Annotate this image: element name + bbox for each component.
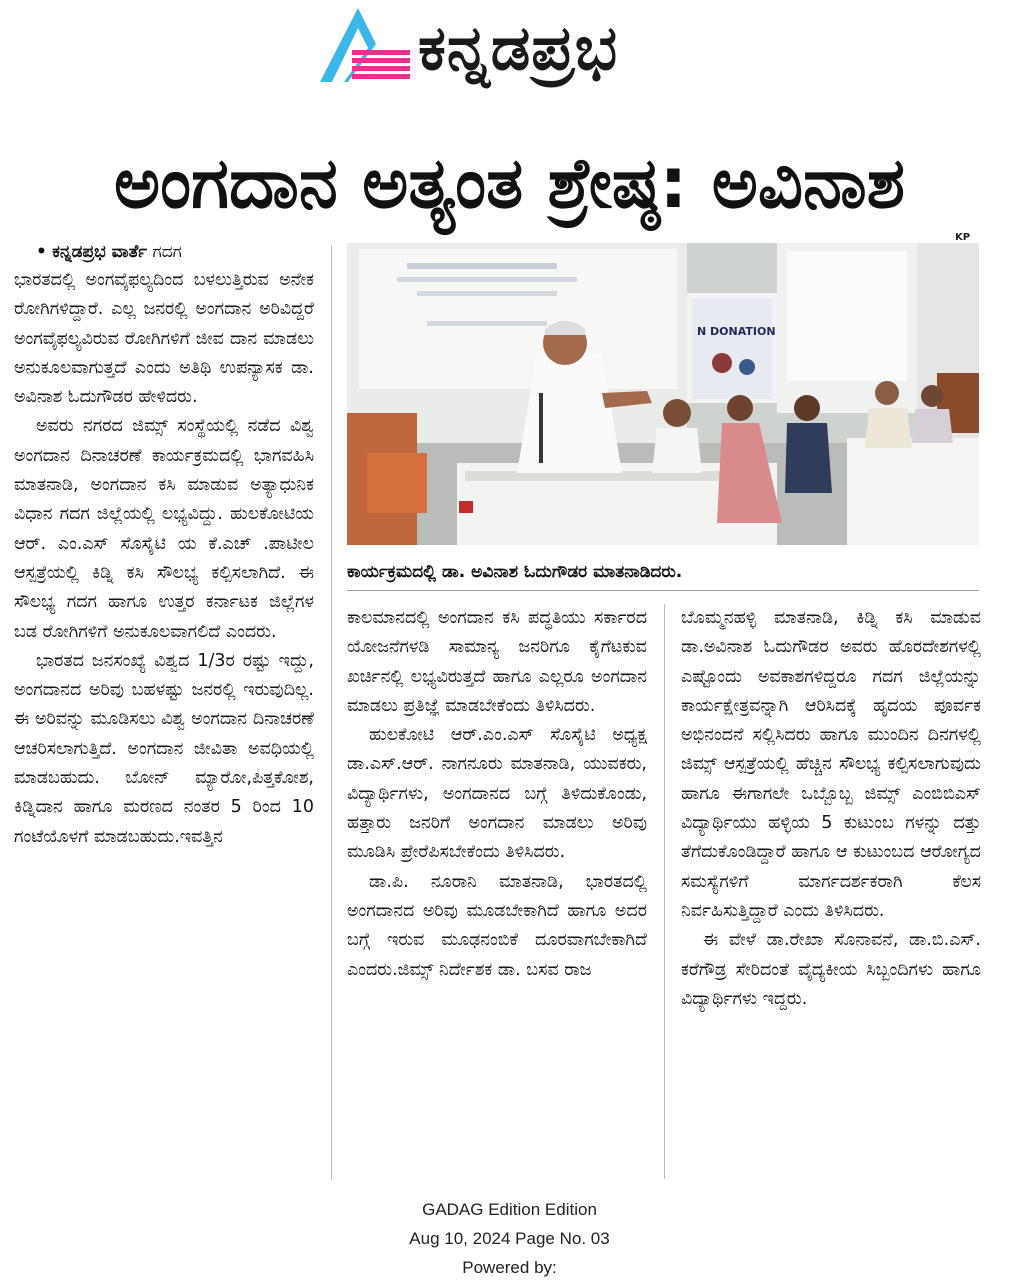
col2-paragraph-2: ಹುಲಕೋಟಿ ಆರ್.ಎಂ.ಎಸ್ ಸೊಸೈಟಿ ಅಧ್ಯಕ್ಷ ಡಾ.ಎಸ್.ಆರ್. ನಾಗನೂರು ಮಾತನಾಡಿ, ಯುವಕರು, ವಿದ್ಯಾರ್ಥಿಗಳು, ಅಂಗದಾನದ ಬಗ್ಗೆ ತಿಳಿದುಕೊಂಡು, ಹತ್ತಾರು ಜನರಿಗೆ ಅಂಗದಾನ ಮಾಡಲು ಅರಿವು ಮೂಡಿಸಿ ಪ್ರೇರೆಪಿಸಬೇಕೆಂದು ತಿಳಿಸಿದರು. bbox=[347, 725, 647, 863]
col3-paragraph-1: ಬೊಮ್ಮನಹಳ್ಳಿ ಮಾತನಾಡಿ, ಕಿಡ್ನಿ ಕಸಿ ಮಾಡುವ ಡಾ.ಅವಿನಾಶ ಓದುಗೌಡರ ಅವರು ಹೊರದೇಶಗಳಲ್ಲಿ ಎಷ್ಟೊಂದು ಅವಕಾಶಗಳಿದ್ದರೂ ಗದಗ ಜಿಲ್ಲೆಯನ್ನು ಕಾರ್ಯಕ್ಷೇತ್ರವನ್ನಾಗಿ ಆರಿಸಿದಕ್ಕೆ ಹೃದಯ ಪೂರ್ವಕ ಅಭಿನಂದನೆ ಸಲ್ಲಿಸಿದರು ಹಾಗೂ ಮುಂದಿನ ದಿನಗಳಲ್ಲಿ ಜಿಮ್ಸ್ ಆಸ್ಪತ್ರೆಯಲ್ಲಿ ಹೆಚ್ಚಿನ ಸೌಲಭ್ಯ ಕಲ್ಪಿಸಲಾಗುವುದು ಹಾಗೂ ಈಗಾಗಲೇ ಒಬ್ಬೊಬ್ಬ ಜಿಮ್ಸ್ ಎಂಬಿಬಿಎಸ್ ವಿದ್ಯಾರ್ಥಿಯು ಹಳ್ಳಿಯ 5 ಕುಟುಂಬ ಗಳನ್ನು ದತ್ತು ತೆಗೆದುಕೊಂಡಿದ್ದಾರೆ ಹಾಗೂ ಆ ಕುಟುಂಬದ ಆರೋಗ್ಯದ ಸಮಸ್ಯೆಗಳಿಗೆ ಮಾರ್ಗದರ್ಶಕರಾಗಿ ಕೆಲಸ ನಿರ್ವಹಿಸುತ್ತಿದ್ದಾರೆ ಎಂದು ತಿಳಿಸಿದರು. bbox=[681, 608, 981, 921]
col2-paragraph-1: ಕಾಲಮಾನದಲ್ಲಿ ಅಂಗದಾನ ಕಸಿ ಪದ್ಧತಿಯು ಸರ್ಕಾರದ ಯೋಜನೆಗಳಡಿ ಸಾಮಾನ್ಯ ಜನರಿಗೂ ಕೈಗೆಟಕುವ ಖರ್ಚಿನಲ್ಲಿ ಲಭ್ಯವಿರುತ್ತದೆ ಹಾಗೂ ಎಲ್ಲರೂ ಅಂಗದಾನ ಮಾಡಲು ಪ್ರತಿಜ್ಞೆ ಮಾಡಬೇಕೆಂದು ತಿಳಿಸಿದರು. bbox=[347, 608, 647, 716]
article-photo bbox=[347, 243, 979, 545]
column-divider-1 bbox=[331, 245, 332, 1180]
col1-paragraph-3: ಭಾರತದ ಜನಸಂಖ್ಯೆ ವಿಶ್ವದ 1/3ರ ರಷ್ಟು ಇದ್ದು, ಅಂಗದಾನದ ಅರಿವು ಬಹಳಷ್ಟು ಜನರಲ್ಲಿ ಇರುವುದಿಲ್ಲ. ಈ ಅರಿವನ್ನು ಮೂಡಿಸಲು ವಿಶ್ವ ಅಂಗದಾನ ದಿನಾಚರಣೆ ಆಚರಿಸಲಾಗುತ್ತಿದೆ. ಅಂಗದಾನ ಜೀವಿತಾ ಅವಧಿಯಲ್ಲಿ ಮಾಡಬಹುದು. ಬೋನ್ ಮ್ಯಾರೋ,ಪಿತ್ತಕೋಶ, ಕಿಡ್ನಿದಾನ ಹಾಗೂ ಮರಣದ ನಂತರ 5 ರಿಂದ 10 ಗಂಟೆಯೊಳಗೆ ಮಾಡಬಹುದು.ಇವತ್ತಿನ bbox=[14, 650, 314, 847]
article-column-1 bbox=[14, 238, 314, 1178]
article-column-3 bbox=[681, 604, 981, 1184]
col1-paragraph-1: ಭಾರತದಲ್ಲಿ ಅಂಗವೈಫಲ್ಯದಿಂದ ಬಳಲುತ್ತಿರುವ ಅನೇಕ ರೋಗಿಗಳಿದ್ದಾರೆ. ಎಲ್ಲ ಜನರಲ್ಲಿ ಅಂಗದಾನ ಅರಿವಿದ್ದರೆ ಅಂಗವೈಫಲ್ಯವಿರುವ ರೋಗಿಗಳಿಗೆ ಜೀವ ದಾನ ಮಾಡಲು ಅನುಕೂಲವಾಗುತ್ತದೆ ಎಂದು ಅತಿಥಿ ಉಪನ್ಯಾಸಕ ಡಾ. ಅವಿನಾಶ ಓದುಗೌಡರ ಹೇಳಿದರು. bbox=[14, 270, 314, 408]
column-divider-2 bbox=[664, 604, 665, 1179]
caption-divider bbox=[347, 590, 979, 591]
byline-place: ಗದಗ bbox=[152, 242, 182, 262]
byline-bullet: • bbox=[36, 242, 47, 262]
footer-edition: GADAG Edition Edition bbox=[422, 1200, 597, 1219]
masthead bbox=[0, 0, 1019, 95]
article-headline: ಅಂಗದಾನ ಅತ್ಯಂತ ಶ್ರೇಷ್ಠ: ಅವಿನಾಶ bbox=[113, 142, 906, 224]
article-column-2 bbox=[347, 604, 647, 1184]
photo-credit: KP bbox=[955, 232, 971, 243]
photo-caption: ಕಾರ್ಯಕ್ರಮದಲ್ಲಿ ಡಾ. ಅವಿನಾಶ ಓದುಗೌಡರ ಮಾತನಾಡಿದರು. bbox=[347, 562, 683, 582]
kannadaprabha-logo-icon bbox=[318, 6, 412, 84]
col1-paragraph-2: ಅವರು ನಗರದ ಜಿಮ್ಸ್ ಸಂಸ್ಥೆಯಲ್ಲಿ ನಡೆದ ವಿಶ್ವ ಅಂಗದಾನ ದಿನಾಚರಣೆ ಕಾರ್ಯಕ್ರಮದಲ್ಲಿ ಭಾಗವಹಿಸಿ ಮಾತನಾಡಿ, ಅಂಗದಾನ ಕಸಿ ಮಾಡುವ ಅತ್ಯಾಧುನಿಕ ವಿಧಾನ ಗದಗ ಜಿಲ್ಲೆಯಲ್ಲಿ ಲಭ್ಯವಿದ್ದು. ಹುಲಕೋಟಿಯ ಆರ್. ಎಂ.ಎಸ್ ಸೊಸೈಟಿ ಯ ಕೆ.ಎಚ್ .ಪಾಟೀಲ ಆಸ್ಪತ್ರೆಯಲ್ಲಿ ಕಿಡ್ನಿ ಕಸಿ ಸೌಲಭ್ಯ ಕಲ್ಪಿಸಲಾಗಿದೆ. ಈ ಸೌಲಭ್ಯ ಗದಗ ಹಾಗೂ ಉತ್ತರ ಕರ್ನಾಟಕ ಜಿಲ್ಲೆಗಳ ಬಡ ರೋಗಿಗಳಿಗೆ ಅನುಕೂಲವಾಗಲಿದೆ ಎಂದರು. bbox=[14, 416, 314, 642]
col2-paragraph-3: ಡಾ.ಪಿ. ನೂರಾನಿ ಮಾತನಾಡಿ, ಭಾರತದಲ್ಲಿ ಅಂಗದಾನದ ಅರಿವು ಮೂಡಬೇಕಾಗಿದೆ ಹಾಗೂ ಅದರ ಬಗ್ಗೆ ಇರುವ ಮೂಢನಂಬಿಕೆ ದೂರವಾಗಬೇಕಾಗಿದೆ ಎಂದರು.ಜಿಮ್ಸ್ ನಿರ್ದೇಶಕ ಡಾ. ಬಸವ ರಾಜ bbox=[347, 871, 647, 980]
event-photo-illustration bbox=[347, 243, 979, 545]
banner-text: N DONATION bbox=[697, 325, 776, 338]
col3-paragraph-2: ಈ ವೇಳೆ ಡಾ.ರೇಖಾ ಸೊನಾವನೆ, ಡಾ.ಬಿ.ಎಸ್. ಕರೆಗೌಡ್ರ ಸೇರಿದಂತೆ ವೈದ್ಯಕೀಯ ಸಿಬ್ಬಂದಿಗಳು ಹಾಗೂ ವಿದ್ಯಾರ್ಥಿಗಳು ಇದ್ದರು. bbox=[681, 930, 981, 1009]
byline bbox=[14, 238, 314, 266]
footer-powered-by: Powered by: bbox=[462, 1258, 557, 1277]
footer-date-page: Aug 10, 2024 Page No. 03 bbox=[409, 1229, 610, 1248]
byline-source: ಕನ್ನಡಪ್ರಭ ವಾರ್ತೆ bbox=[52, 242, 148, 262]
masthead-logo-text: ಕನ್ನಡಪ್ರಭ bbox=[418, 11, 619, 84]
